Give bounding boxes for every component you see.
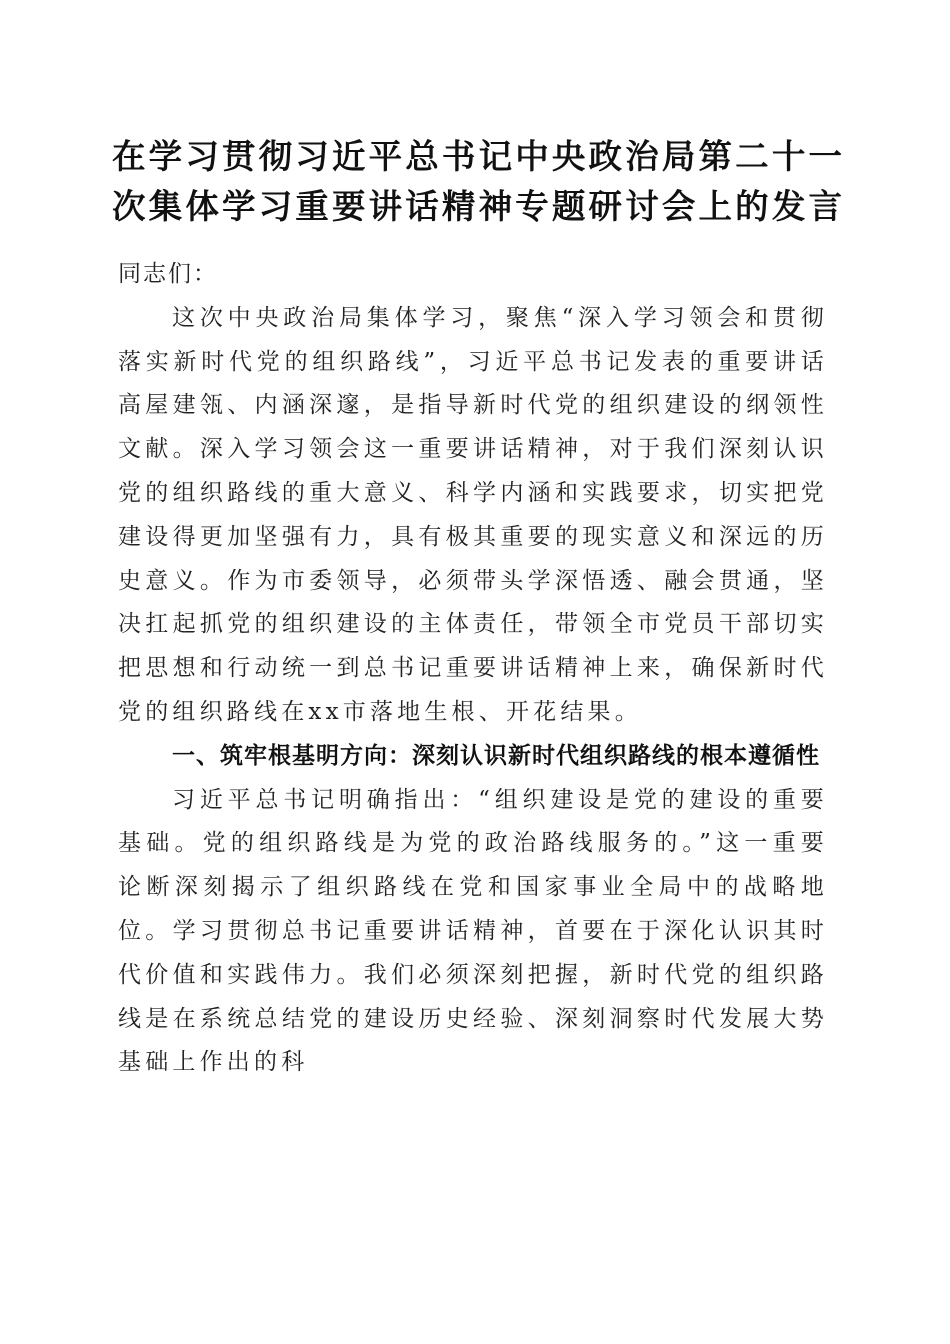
document-body	[118, 253, 828, 1085]
title-line-1: 在学习贯彻习近平总书记中央政治局第二十一	[112, 137, 842, 176]
paragraph-section-1: 习近平总书记明确指出：“组织建设是党的建设的重要基础。党的组织路线是为党的政治路线服务的。”这一重要论断深刻揭示了组织路线在党和国家事业全局中的战略地位。学习贯彻总书记重要讲话精神，首要在于深化认识其时代价值和实践伟力。我们必须深刻把握，新时代党的组织路线是在系统总结党的建设历史经验、深刻洞察时代发展大势基础上作出的科	[118, 786, 828, 1076]
document-title	[112, 132, 842, 232]
salutation: 同志们：	[118, 261, 218, 287]
title-line-2: 次集体学习重要讲话精神专题研讨会上的发言	[112, 187, 842, 226]
paragraph-intro: 这次中央政治局集体学习，聚焦“深入学习领会和贯彻落实新时代党的组织路线”，习近平总书记发表的重要讲话高屋建瓴、内涵深邃，是指导新时代党的组织建设的纲领性文献。深入学习领会这一重要讲话精神，对于我们深刻认识党的组织路线的重大意义、科学内涵和实践要求，切实把党建设得更加坚强有力，具有极其重要的现实意义和深远的历史意义。作为市委领导，必须带头学深悟透、融会贯通，坚决扛起抓党的组织建设的主体责任，带领全市党员干部切实把思想和行动统一到总书记重要讲话精神上来，确保新时代党的组织路线在xx市落地生根、开花结果。	[118, 304, 828, 725]
section-heading-1: 一、筑牢根基明方向：深刻认识新时代组织路线的根本遵循性	[172, 742, 820, 769]
